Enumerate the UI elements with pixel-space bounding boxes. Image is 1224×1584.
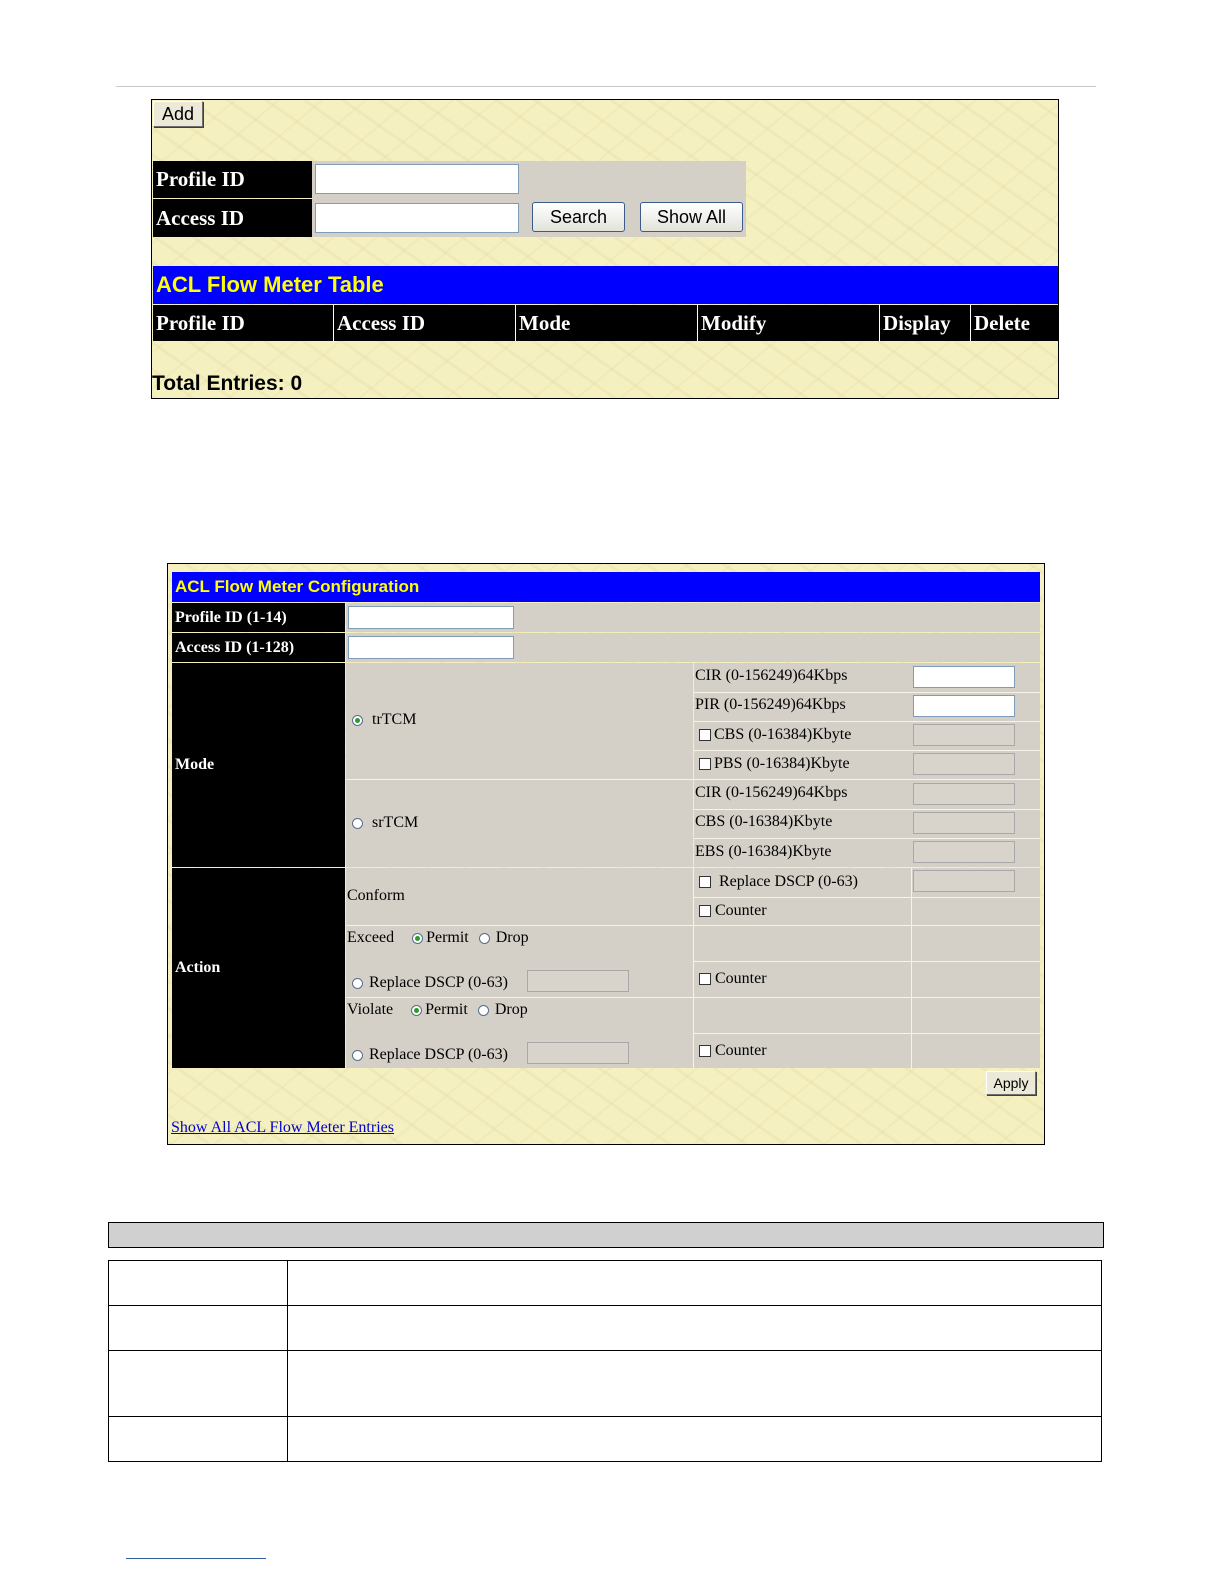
column-mode: Mode [516, 305, 698, 341]
row-divider [346, 997, 1040, 998]
exceed-drop-option[interactable] [479, 929, 529, 946]
srtcm-radio[interactable] [352, 818, 363, 829]
violate-counter-label: Counter [715, 1042, 767, 1059]
conform-counter-label: Counter [715, 902, 767, 919]
srtcm-ebs-label: EBS (0-16384)Kbyte [695, 843, 832, 860]
search-button[interactable]: Search [532, 202, 625, 232]
column-divider [693, 868, 694, 1068]
violate-replace-dscp-option[interactable] [352, 1046, 508, 1064]
add-button[interactable]: Add [153, 101, 203, 127]
srtcm-cbs-input[interactable] [913, 812, 1015, 834]
row-divider [109, 1416, 1101, 1417]
conform-replace-dscp-label: Replace DSCP (0-63) [719, 873, 858, 890]
trtcm-pir-label: PIR (0-156249)64Kbps [695, 696, 846, 713]
violate-dscp-input[interactable] [527, 1042, 629, 1064]
row-divider [694, 721, 1040, 722]
exceed-permit-option[interactable] [412, 929, 469, 946]
violate-drop-option[interactable] [478, 1001, 528, 1018]
row-divider [694, 750, 1040, 751]
conform-replace-dscp-checkbox[interactable] [699, 876, 711, 888]
row-divider [109, 1305, 1101, 1306]
violate-counter-option[interactable] [699, 1042, 767, 1060]
exceed-row [347, 929, 529, 947]
profile-id-label: Profile ID [153, 161, 312, 198]
conform-dscp-input[interactable] [913, 870, 1015, 892]
trtcm-option[interactable] [352, 711, 416, 729]
exceed-drop-label: Drop [495, 929, 529, 946]
column-modify: Modify [698, 305, 880, 341]
config-title: ACL Flow Meter Configuration [172, 572, 1040, 602]
column-access-id: Access ID [334, 305, 516, 341]
trtcm-cbs-label: CBS (0-16384)Kbyte [714, 726, 852, 743]
exceed-counter-checkbox[interactable] [699, 973, 711, 985]
violate-permit-label: Permit [425, 1001, 468, 1018]
violate-drop-label: Drop [494, 1001, 528, 1018]
trtcm-pir-input[interactable] [913, 695, 1015, 717]
srtcm-label: srTCM [372, 814, 419, 831]
row-divider [694, 692, 1040, 693]
config-profile-id-input[interactable] [348, 606, 514, 629]
column-profile-id: Profile ID [153, 305, 334, 341]
exceed-counter-label: Counter [715, 970, 767, 987]
trtcm-radio[interactable] [352, 715, 363, 726]
violate-drop-radio[interactable] [478, 1005, 489, 1016]
show-all-button[interactable]: Show All [640, 202, 743, 232]
srtcm-ebs-input[interactable] [913, 841, 1015, 863]
violate-counter-checkbox[interactable] [699, 1045, 711, 1057]
column-divider [911, 868, 912, 1068]
row-divider [694, 838, 1040, 839]
trtcm-pbs-checkbox[interactable] [699, 758, 711, 770]
exceed-replace-dscp-label: Replace DSCP (0-63) [369, 974, 508, 991]
mode-label: Mode [172, 663, 345, 867]
column-display: Display [880, 305, 971, 341]
profile-id-input[interactable] [315, 164, 519, 194]
total-entries: Total Entries: 0 [152, 372, 303, 395]
exceed-replace-dscp-option[interactable] [352, 974, 508, 992]
trtcm-cbs-checkbox[interactable] [699, 729, 711, 741]
table-title: ACL Flow Meter Table [153, 266, 1058, 304]
violate-permit-option[interactable] [411, 1001, 468, 1018]
trtcm-cbs-option[interactable] [699, 726, 851, 744]
table-header-row [153, 305, 1058, 341]
exceed-dscp-input[interactable] [527, 970, 629, 992]
exceed-permit-label: Permit [426, 929, 469, 946]
srtcm-option[interactable] [352, 814, 418, 832]
violate-label: Violate [347, 1001, 394, 1018]
conform-counter-option[interactable] [699, 902, 767, 920]
exceed-drop-radio[interactable] [479, 933, 490, 944]
trtcm-pbs-label: PBS (0-16384)Kbyte [714, 755, 850, 772]
action-label: Action [172, 868, 345, 1068]
violate-replace-dscp-label: Replace DSCP (0-63) [369, 1046, 508, 1063]
show-all-entries-link[interactable]: Show All ACL Flow Meter Entries [171, 1119, 394, 1136]
acl-flow-meter-configuration-panel [167, 563, 1045, 1145]
row-divider [694, 809, 1040, 810]
violate-replace-dscp-radio[interactable] [352, 1050, 363, 1061]
srtcm-cir-label: CIR (0-156249)64Kbps [695, 784, 848, 801]
conform-counter-checkbox[interactable] [699, 905, 711, 917]
trtcm-cir-input[interactable] [913, 666, 1015, 688]
row-divider [694, 1033, 1040, 1034]
apply-button[interactable]: Apply [986, 1071, 1036, 1095]
access-id-label: Access ID [153, 199, 312, 237]
srtcm-cir-input[interactable] [913, 783, 1015, 805]
description-table [108, 1260, 1102, 1462]
conform-replace-dscp-option[interactable] [699, 873, 858, 891]
page-divider [116, 86, 1096, 87]
footer-link-underline [126, 1558, 266, 1559]
trtcm-cir-label: CIR (0-156249)64Kbps [695, 667, 848, 684]
trtcm-cbs-input[interactable] [913, 724, 1015, 746]
config-access-id-input[interactable] [348, 636, 514, 659]
conform-label: Conform [347, 887, 405, 904]
exceed-replace-dscp-radio[interactable] [352, 978, 363, 989]
access-id-range-label: Access ID (1-128) [172, 633, 345, 662]
access-id-input[interactable] [315, 203, 519, 233]
row-divider [346, 779, 1040, 780]
srtcm-cbs-label: CBS (0-16384)Kbyte [695, 813, 833, 830]
violate-row [347, 1001, 528, 1019]
acl-flow-meter-table-panel [151, 99, 1059, 399]
exceed-permit-radio[interactable] [412, 933, 423, 944]
column-delete: Delete [971, 305, 1058, 341]
profile-id-range-label: Profile ID (1-14) [172, 603, 345, 632]
exceed-counter-option[interactable] [699, 970, 767, 988]
violate-permit-radio[interactable] [411, 1005, 422, 1016]
row-divider [694, 897, 1040, 898]
row-divider [694, 961, 1040, 962]
row-divider [109, 1350, 1101, 1351]
exceed-label: Exceed [347, 929, 395, 946]
trtcm-label: trTCM [372, 711, 417, 728]
trtcm-pbs-option[interactable] [699, 755, 850, 773]
row-divider [346, 925, 1040, 926]
description-table-header [108, 1222, 1104, 1248]
trtcm-pbs-input[interactable] [913, 753, 1015, 775]
column-divider [287, 1261, 288, 1461]
